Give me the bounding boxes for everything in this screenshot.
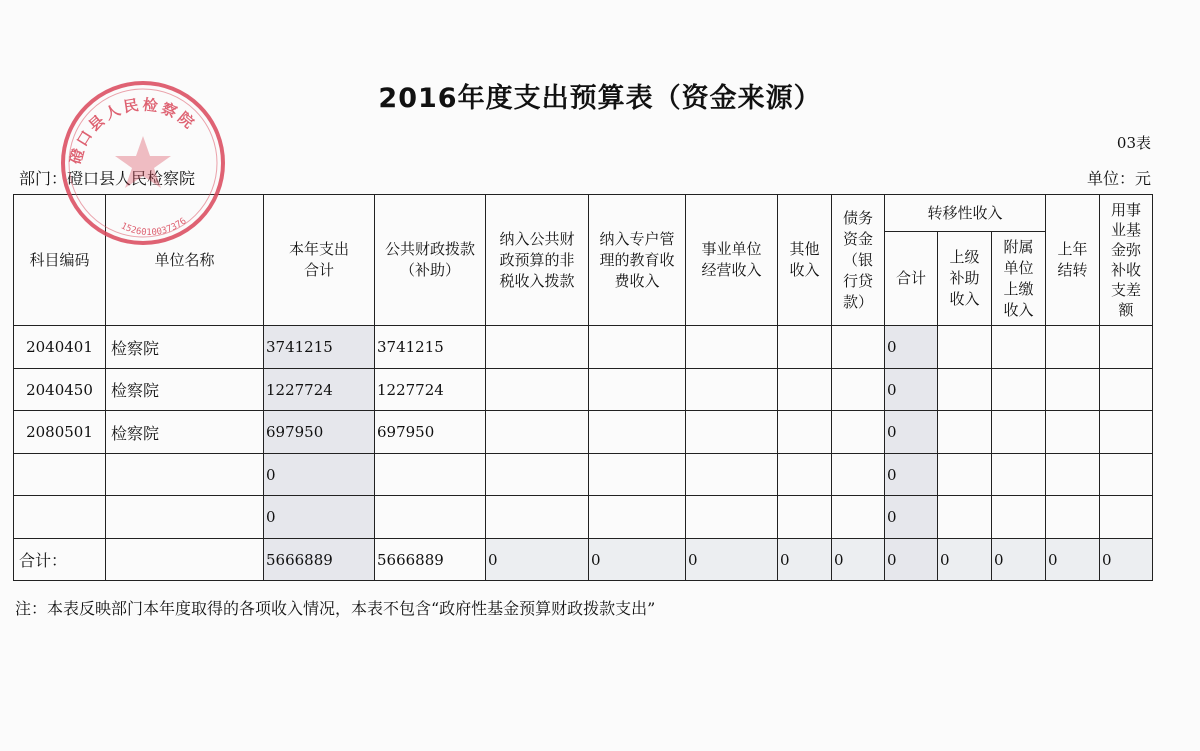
header-other: 其他 收入 [778, 195, 832, 326]
footnote: 注：本表反映部门本年度取得的各项收入情况，本表不包含“政府性基金预算财政拨款支出” [15, 599, 656, 618]
header-transfer-affiliated: 附属 单位 上缴 收入 [992, 232, 1046, 326]
form-number: 03表 [1116, 134, 1151, 152]
department-label: 部门：磴口县人民检察院 [19, 169, 196, 188]
header-debt: 债务 资金 （银 行贷 款） [832, 195, 885, 326]
header-transfer: 转移性收入 [885, 195, 1046, 232]
svg-text:磴口县人民检察院: 磴口县人民检察院 [66, 95, 200, 167]
header-row-1 [14, 195, 1153, 232]
unit-label: 单位：元 [1086, 169, 1151, 188]
header-transfer-upper: 上级 补助 收入 [938, 232, 992, 326]
header-name: 单位名称 [106, 195, 264, 326]
table-row: 2040450 检察院 1227724 1227724 0 [14, 369, 1153, 411]
header-fiscal: 公共财政拨款 （补助） [375, 195, 486, 326]
header-code: 科目编码 [14, 195, 106, 326]
header-carry: 上年 结转 [1046, 195, 1100, 326]
table-row: 0 0 [14, 454, 1153, 496]
table-row: 2040401 检察院 3741215 3741215 0 [14, 326, 1153, 369]
table-row: 2080501 检察院 697950 697950 0 [14, 411, 1153, 454]
budget-table [13, 194, 1153, 581]
totals-row: 合计： 5666889 5666889 0 0 0 0 0 0 0 0 0 0 [14, 539, 1153, 581]
page-title: 2016年度支出预算表（资金来源） [378, 83, 822, 114]
table-row: 0 0 [14, 496, 1153, 539]
header-nontax: 纳入公共财 政预算的非 税收入拨款 [486, 195, 589, 326]
header-edu: 纳入专户管 理的教育收 费收入 [589, 195, 686, 326]
header-fund: 用事 业基 金弥 补收 支差 额 [1100, 195, 1153, 326]
header-total: 本年支出 合计 [264, 195, 375, 326]
svg-text:1526010037376: 1526010037376 [119, 216, 189, 239]
header-transfer-total: 合计 [885, 232, 938, 326]
header-biz: 事业单位 经营收入 [686, 195, 778, 326]
